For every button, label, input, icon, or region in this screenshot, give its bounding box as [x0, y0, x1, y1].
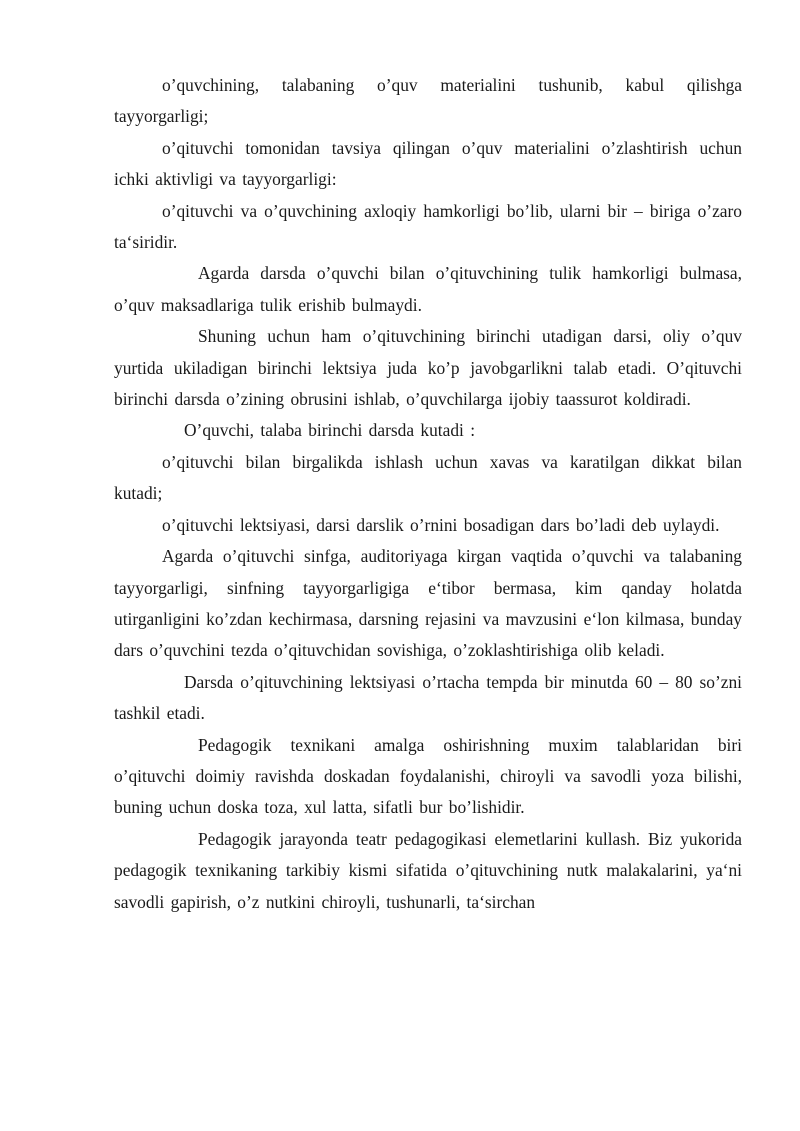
- paragraph-expects-cooperation: o’qituvchi bilan birgalikda ishlash uchun xavas va karatilgan dikkat bilan kutadi;: [114, 451, 742, 504]
- paragraph-student-expects: O’quvchi, talaba birinchi darsda kutadi :: [184, 420, 476, 441]
- paragraph-expects-lecture: o’qituvchi lektsiyasi, darsi darslik o’rnini bosadigan dars bo’ladi deb uylaydi.: [162, 514, 720, 535]
- paragraph-theatre-pedagogy: Pedagogik jarayonda teatr pedagogikasi elemetlarini kullash. Biz yukorida pedagogik texnikaning tarkibiy kismi sifatida o’qituvchining nutk malakalarini, ya‘ni savodli gapirish, o’z nutkini chiroyli, tushunarli, ta‘sirchan: [114, 828, 742, 912]
- paragraph-internal-activity: o’qituvchi tomonidan tavsiya qilingan o’quv materialini o’zlashtirish uchun ichki aktivligi va tayyorgarligi:: [114, 137, 742, 190]
- document-page: [114, 70, 742, 918]
- paragraph-lecture-tempo: Darsda o’qituvchining lektsiyasi o’rtacha tempda bir minutda 60 – 80 so’zni tashkil etadi.: [114, 671, 742, 724]
- paragraph-teacher-attention: Agarda o’qituvchi sinfga, auditoriyaga kirgan vaqtida o’quvchi va talabaning tayyorgarligi, sinfning tayyorgarligiga e‘tibor bermasa, kim qanday holatda utirganligini ko’zdan kechirmasa, darsning rejasini va mavzusini e‘lon kilmasa, bunday dars o’quvchini tezda o’qituvchidan sovishiga, o’zoklashtirishiga olib keladi.: [114, 546, 742, 661]
- paragraph-first-lesson: Shuning uchun ham o’qituvchining birinchi utadigan darsi, oliy o’quv yurtida ukiladigan birinchi lektsiya juda ko’p javobgarlikni talab etadi. O’qituvchi birinchi darsda o’zining obrusini ishlab, o’quvchilarga ijobiy taassurot koldiradi.: [114, 326, 742, 410]
- paragraph-moral-cooperation: o’qituvchi va o’quvchining axloqiy hamkorligi bo’lib, ularni bir – biriga o’zaro ta‘siridir.: [114, 200, 742, 253]
- paragraph-readiness-to-learn: o’quvchining, talabaning o’quv materialini tushunib, kabul qilishga tayyorgarligi;: [114, 75, 742, 127]
- paragraph-board-usage: Pedagogik texnikani amalga oshirishning muxim talablaridan biri o’qituvchi doimiy ravishda doskadan foydalanishi, chiroyli va savodli yoza bilishi, buning uchun doska toza, xul latta, sifatli bur bo’lishidir.: [114, 734, 742, 818]
- paragraph-full-cooperation: Agarda darsda o’quvchi bilan o’qituvchining tulik hamkorligi bulmasa, o’quv maksadlariga tulik erishib bulmaydi.: [114, 263, 742, 315]
